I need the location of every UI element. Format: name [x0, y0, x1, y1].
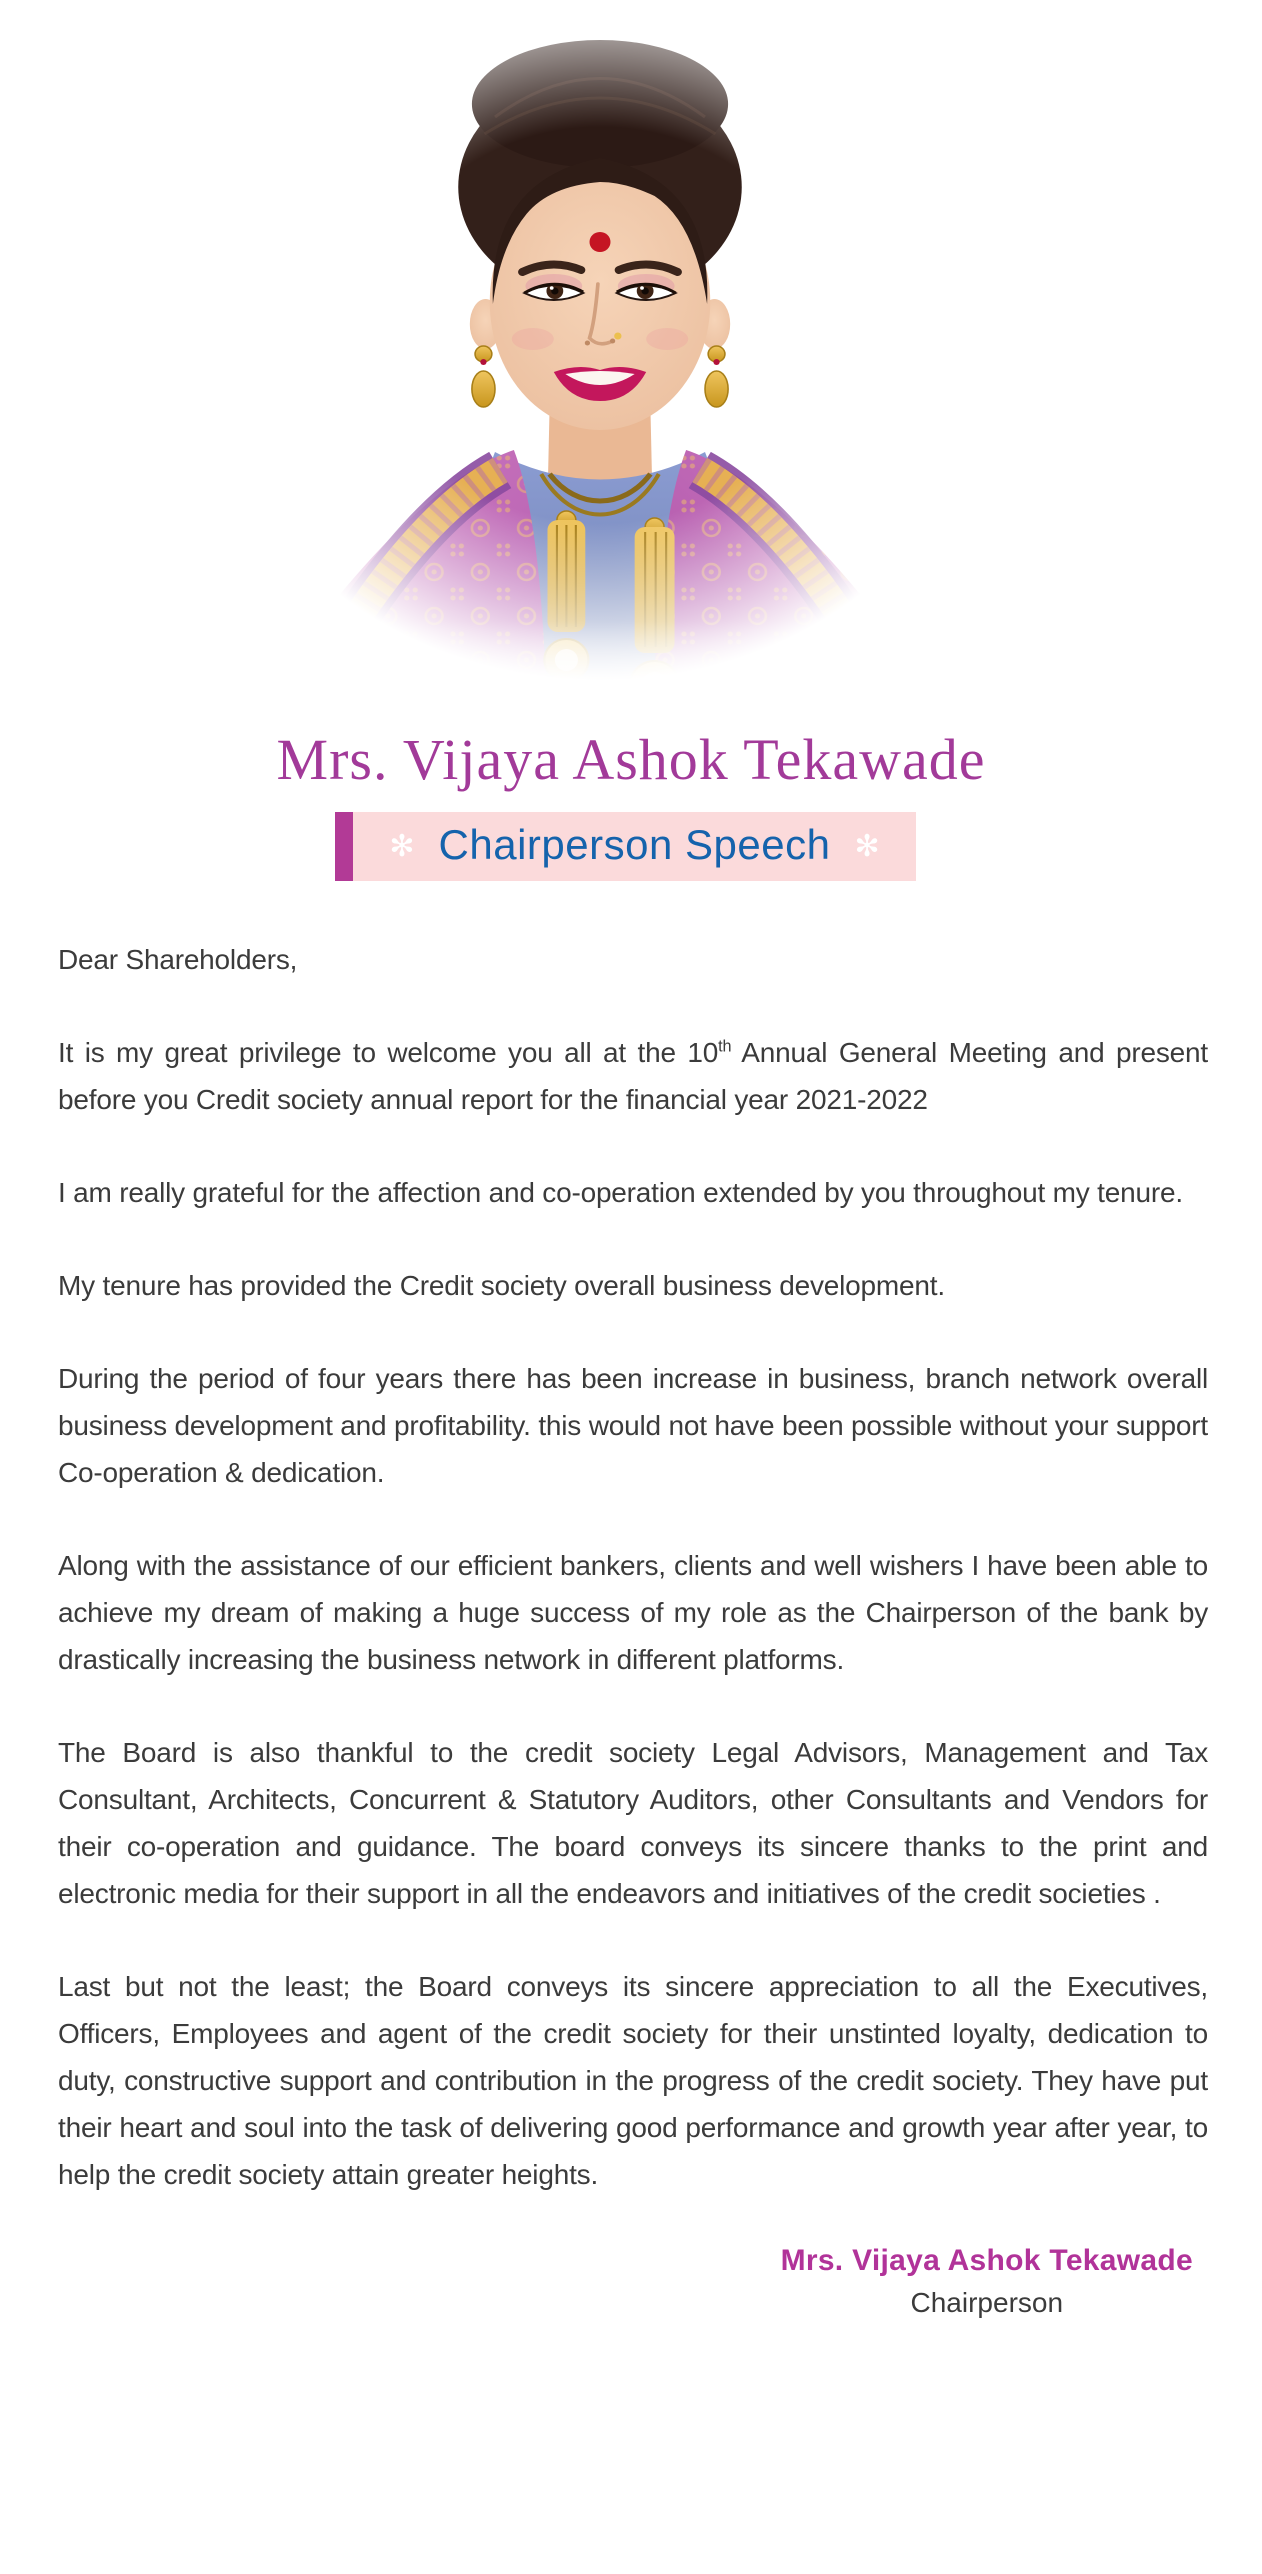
section-banner: [335, 812, 916, 881]
salutation: Dear Shareholders,: [58, 944, 298, 975]
flower-icon: ✻: [389, 829, 415, 863]
speech-paragraph: Last but not the least; the Board conveys its sincere appreciation to all the Executives, Officers, Employees and agent of the credit society for their unstinted loyalty, dedication to duty, constructive support and contribution in the progress of the credit society. They have put their heart and soul into the task of delivering good performance and growth year after year, to help the credit society attain greater heights.: [58, 1971, 1208, 2190]
signature-role: Chairperson: [910, 2287, 1064, 2318]
chairperson-portrait: [180, 22, 1020, 727]
speech-paragraph: During the period of four years there has been increase in business, branch network overall business development and profitability. this would not have been possible without your support Co-operation & dedication.: [58, 1363, 1208, 1488]
speech-paragraph: My tenure has provided the Credit society overall business development.: [58, 1270, 945, 1301]
speech-paragraph: I am really grateful for the affection and co-operation extended by you throughout my tenure.: [58, 1177, 1183, 1208]
signature-name: Mrs. Vijaya Ashok Tekawade: [780, 2244, 1193, 2277]
signature-block: [781, 2244, 1193, 2319]
speech-body: [58, 936, 1208, 2319]
portrait-illustration: [180, 22, 1020, 727]
speech-paragraph: Along with the assistance of our efficient bankers, clients and well wishers I have been able to achieve my dream of making a huge success of my role as the Chairperson of the bank by drastically increasing the business network in different platforms.: [58, 1550, 1208, 1675]
ordinal-suffix: th: [718, 1037, 732, 1056]
person-name: Mrs. Vijaya Ashok Tekawade: [276, 727, 986, 792]
flower-icon: ✻: [854, 829, 880, 863]
speech-paragraph: The Board is also thankful to the credit society Legal Advisors, Management and Tax Consultant, Architects, Concurrent & Statutory Auditors, other Consultants and Vendors for their co-operation and guidance. The board conveys its sincere thanks to the print and electronic media for their support in all the endeavors and initiatives of the credit societies .: [58, 1737, 1208, 1909]
banner-accent-bar: [335, 812, 353, 881]
speech-paragraph: It is my great privilege to welcome you all at the 10th Annual General Meeting and present before you Credit society annual report for the financial year 2021-2022: [58, 1037, 1208, 1115]
banner-title: Chairperson Speech: [438, 820, 831, 868]
